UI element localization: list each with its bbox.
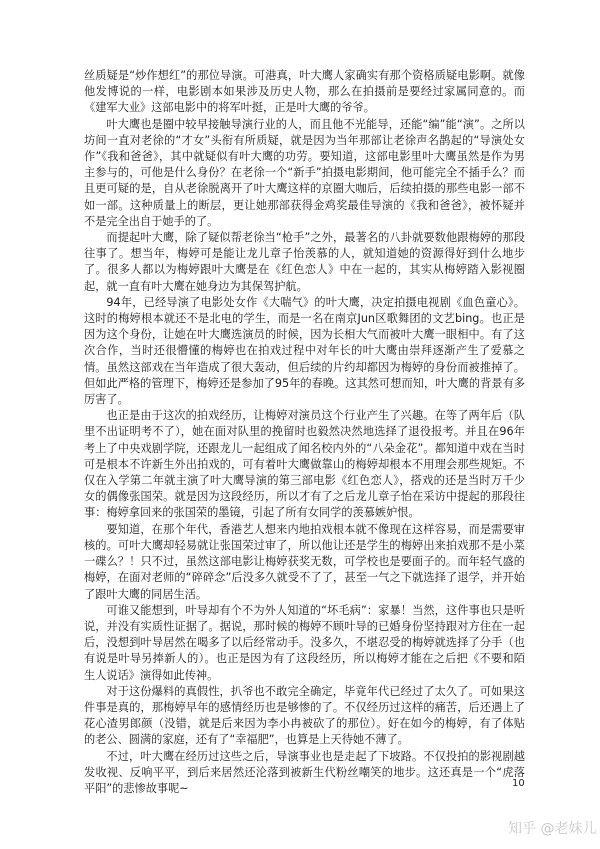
paragraph-1: 丝质疑是“炒作想红”的那位导演。可港真，叶大鹰人家确实有那个资格质疑电影啊。就像他发博说的一样，电影剧本如果涉及历史人物，那么在拍摄前是要经过家属同意的。而《建军大业》这部电影中的将军叶挺，正是叶大鹰的爷爷。 <box>84 69 525 115</box>
paragraph-6: 要知道，在那个年代，香港艺人想来内地拍戏根本就不像现在这样容易，而是需要审核的。可叶大鹰却轻易就让张国荣过审了，所以他让还是学生的梅婷出来拍戏那不是小菜一碟么？！只不过，虽然这部电影让梅婷获奖无数，可学校也是要面子的。而年轻气盛的梅婷，在面对老师的“碎碎念”后没多久就受不了了，甚至一气之下就选择了退学，并开始了跟叶大鹰的同居生活。 <box>84 522 525 601</box>
paragraph-7: 可谁又能想到，叶导却有个不为外人知道的“坏毛病”：家暴！当然，这件事也只是听说，并没有实质性证据了。据说，那时候的梅婷不顾叶导的已婚身份坚持跟对方住在一起后，没想到叶导居然在喝多了以后经常动手。没多久，不堪忍受的梅婷就选择了分手（也有说是叶导另捧新人的）。也正是因为有了这段经历，所以梅婷才能在之后把《不要和陌生人说话》演得如此传神。 <box>84 603 525 682</box>
page-number: 10 <box>512 778 525 789</box>
paragraph-8: 对于这份爆料的真假性，扒爷也不敢完全确定，毕竟年代已经过了太久了。可如果这件事是真的，那梅婷早年的感情经历也是够惨的了。不仅经历过这样的痛苦，后还遇上了花心渣男郎颜（没错，就是后来因为李小冉被砍了的那位）。好在如今的梅婷，有了体贴的老公、圆满的家庭，还有了“幸福肥”，也算是上天待她不薄了。 <box>84 684 525 747</box>
paragraph-4: 94年，已经导演了电影处女作《大喘气》的叶大鹰，决定拍摄电视剧《血色童心》。这时的梅婷根本就还不是北电的学生，而是一名在南京Jun区歌舞团的文艺bing。也正是因为这个身份，让她在叶大鹰选演员的时候，因为长相大气而被叶大鹰一眼相中。有了这次合作，当时还很懵懂的梅婷也在拍戏过程中对年长的叶大鹰由崇拜逐渐产生了爱慕之情。虽然这部戏在当年造成了很大轰动，但后续的片约却都因为梅婷的身份而被推掉了。但如此严格的管理下，梅婷还是参加了95年的春晚。这其然可想而知，叶大鹰的背景有多厉害了。 <box>84 295 525 407</box>
zhihu-watermark: 知乎 @老妹儿 <box>508 821 597 837</box>
paragraph-9: 不过，叶大鹰在经历过这些之后，导演事业也是走起了下坡路。不仅投拍的影视剧越发收视、反响平平，到后来居然还沦落到被新生代粉丝嘲笑的地步。这还真是一个“虎落平阳”的悲惨故事呢~ <box>84 749 525 795</box>
document-body <box>84 68 525 797</box>
paragraph-3: 而提起叶大鹰，除了疑似帮老徐当“枪手”之外，最著名的八卦就要数他跟梅婷的那段往事了。想当年，梅婷可是能让龙儿章子怡羡慕的人，就知道她的资源得好到什么地步了。很多人都以为梅婷跟叶大鹰是在《红色恋人》中在一起的，其实从梅婷踏入影视圈起，就一直有叶大鹰在她身边为其保驾护航。 <box>84 231 525 293</box>
paragraph-2: 叶大鹰也是圈中较早接触导演行业的人，而且他不光能导，还能“编”能“演”。之所以坊间一直对老徐的“才女”头衔有所质疑，就是因为当年那部让老徐声名鹊起的“导演处女作”《我和爸爸》，其中就疑似有叶大鹰的功劳。要知道，这部电影里叶大鹰虽然是作为男主参与的，可他是什么身份？在老徐一个“新手”拍摄电影期间，他可能完全不插手么？而且更可疑的是，自从老徐脱离开了叶大鹰这样的京圈大咖后，后续拍摄的那些电影一部不如一部。这种质量上的断层，更让她那部获得金鸡奖最佳导演的《我和爸爸》，被怀疑并不是完全出自于她手的了。 <box>84 117 525 228</box>
paragraph-5: 也正是由于这次的拍戏经历，让梅婷对演员这个行业产生了兴趣。在等了两年后（队里不出证明考不了），她在面对队里的挽留时也毅然决然地选择了退役报考。并且在96年考上了中央戏剧学院，还跟龙儿一起组成了闻名校内外的“八朵金花”。都知道中戏在当时可是根本不许新生外出拍戏的，可有着叶大鹰做靠山的梅婷却根本不用理会那些规矩。不仅在入学第二年就主演了叶大鹰导演的第三部电影《红色恋人》，搭戏的还是当时万千少女的偶像张国荣。就是因为这段经历，所以才有了之后龙儿章子怡在采访中提起的那段往事：梅婷拿回来的张国荣的墨镜，引起了所有女同学的羡慕嫉妒恨。 <box>84 409 525 520</box>
